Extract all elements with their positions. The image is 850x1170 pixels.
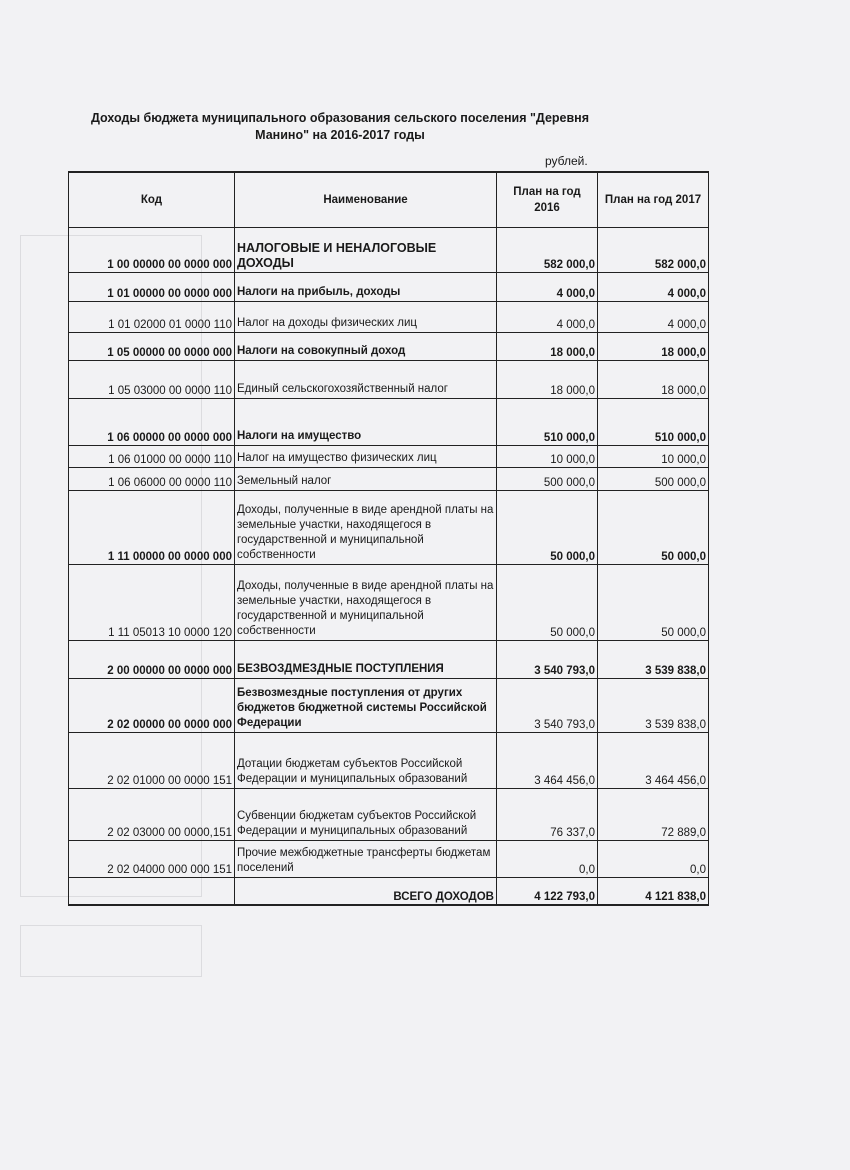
row-plan-2017: 72 889,0: [598, 788, 709, 840]
row-plan-2017: 3 539 838,0: [598, 678, 709, 732]
document-title: [80, 110, 600, 144]
row-code: 2 02 03000 00 0000,151: [69, 788, 235, 840]
table-row: [69, 732, 709, 788]
table-row: [69, 398, 709, 445]
title-line-1: Доходы бюджета муниципального образования сельского поселения "Деревня: [90, 111, 590, 125]
table-row: [69, 272, 709, 301]
total-plan-2017: 4 121 838,0: [598, 877, 709, 905]
row-plan-2016: 510 000,0: [497, 398, 598, 445]
row-plan-2016: 50 000,0: [497, 564, 598, 640]
table-row: [69, 227, 709, 272]
row-code: 1 06 00000 00 0000 000: [69, 398, 235, 445]
row-code: 2 02 01000 00 0000 151: [69, 732, 235, 788]
title-line-2: Манино" на 2016-2017 годы: [255, 128, 425, 142]
table-row: [69, 490, 709, 564]
table-row: [69, 332, 709, 360]
row-plan-2016: 18 000,0: [497, 332, 598, 360]
row-name: Земельный налог: [235, 467, 497, 490]
row-name: Доходы, полученные в виде арендной платы на земельные участки, находящегося в государственной и муниципальной собственности: [235, 564, 497, 640]
row-plan-2017: 50 000,0: [598, 564, 709, 640]
row-plan-2016: 18 000,0: [497, 360, 598, 398]
row-code: 2 02 04000 000 000 151: [69, 840, 235, 877]
header-name: Наименование: [235, 172, 497, 227]
table-row: [69, 360, 709, 398]
row-code: 2 02 00000 00 0000 000: [69, 678, 235, 732]
row-code: 1 11 00000 00 0000 000: [69, 490, 235, 564]
row-plan-2016: 76 337,0: [497, 788, 598, 840]
row-code: 1 06 06000 00 0000 110: [69, 467, 235, 490]
row-name: Налоги на совокупный доход: [235, 332, 497, 360]
row-plan-2017: 10 000,0: [598, 445, 709, 467]
row-name: БЕЗВОЗДМЕЗДНЫЕ ПОСТУПЛЕНИЯ: [235, 640, 497, 678]
row-plan-2016: 582 000,0: [497, 227, 598, 272]
row-code: 1 01 00000 00 0000 000: [69, 272, 235, 301]
row-plan-2016: 10 000,0: [497, 445, 598, 467]
row-plan-2016: 50 000,0: [497, 490, 598, 564]
table-row: [69, 301, 709, 332]
row-code: 1 11 05013 10 0000 120: [69, 564, 235, 640]
row-plan-2016: 4 000,0: [497, 301, 598, 332]
scan-artifact: [20, 925, 202, 977]
table-row: [69, 467, 709, 490]
row-name: Налог на имущество физических лиц: [235, 445, 497, 467]
total-label: ВСЕГО ДОХОДОВ: [235, 877, 497, 905]
row-name: Налог на доходы физических лиц: [235, 301, 497, 332]
row-code: 2 00 00000 00 0000 000: [69, 640, 235, 678]
row-name: Субвенции бюджетам субъектов Российской Федерации и муниципальных образований: [235, 788, 497, 840]
row-plan-2017: 510 000,0: [598, 398, 709, 445]
row-name: Налоги на имущество: [235, 398, 497, 445]
row-name: Налоги на прибыль, доходы: [235, 272, 497, 301]
row-name: Безвозмездные поступления от других бюджетов бюджетной системы Российской Федерации: [235, 678, 497, 732]
row-plan-2016: 0,0: [497, 840, 598, 877]
row-code: 1 00 00000 00 0000 000: [69, 227, 235, 272]
table-row: [69, 564, 709, 640]
table-row: [69, 788, 709, 840]
table-row: [69, 445, 709, 467]
units-label: рублей.: [545, 154, 588, 168]
row-name: Прочие межбюджетные трансферты бюджетам поселений: [235, 840, 497, 877]
row-name: Доходы, полученные в виде арендной платы на земельные участки, находящегося в государственной и муниципальной собственности: [235, 490, 497, 564]
row-plan-2016: 3 540 793,0: [497, 640, 598, 678]
row-code: 1 01 02000 01 0000 110: [69, 301, 235, 332]
row-plan-2017: 50 000,0: [598, 490, 709, 564]
row-plan-2017: 3 539 838,0: [598, 640, 709, 678]
row-plan-2016: 4 000,0: [497, 272, 598, 301]
row-plan-2017: 4 000,0: [598, 301, 709, 332]
row-plan-2017: 3 464 456,0: [598, 732, 709, 788]
row-plan-2016: 3 540 793,0: [497, 678, 598, 732]
row-code: 1 06 01000 00 0000 110: [69, 445, 235, 467]
total-plan-2016: 4 122 793,0: [497, 877, 598, 905]
row-name: Единый сельскогохозяйственный налог: [235, 360, 497, 398]
table-row: [69, 840, 709, 877]
table-row: [69, 640, 709, 678]
row-code: 1 05 00000 00 0000 000: [69, 332, 235, 360]
row-plan-2017: 0,0: [598, 840, 709, 877]
row-plan-2017: 500 000,0: [598, 467, 709, 490]
row-plan-2016: 500 000,0: [497, 467, 598, 490]
table-row: [69, 678, 709, 732]
row-plan-2017: 582 000,0: [598, 227, 709, 272]
row-plan-2017: 18 000,0: [598, 360, 709, 398]
header-code: Код: [69, 172, 235, 227]
row-plan-2016: 3 464 456,0: [497, 732, 598, 788]
row-plan-2017: 18 000,0: [598, 332, 709, 360]
row-code: 1 05 03000 00 0000 110: [69, 360, 235, 398]
row-name: Дотации бюджетам субъектов Российской Федерации и муниципальных образований: [235, 732, 497, 788]
row-plan-2017: 4 000,0: [598, 272, 709, 301]
total-row: [69, 877, 709, 905]
header-plan-2016: План на год 2016: [497, 172, 598, 227]
revenue-table: [68, 171, 709, 906]
row-name: НАЛОГОВЫЕ И НЕНАЛОГОВЫЕ ДОХОДЫ: [235, 227, 497, 272]
total-code-cell: [69, 877, 235, 905]
table-header-row: [69, 172, 709, 227]
header-plan-2017: План на год 2017: [598, 172, 709, 227]
